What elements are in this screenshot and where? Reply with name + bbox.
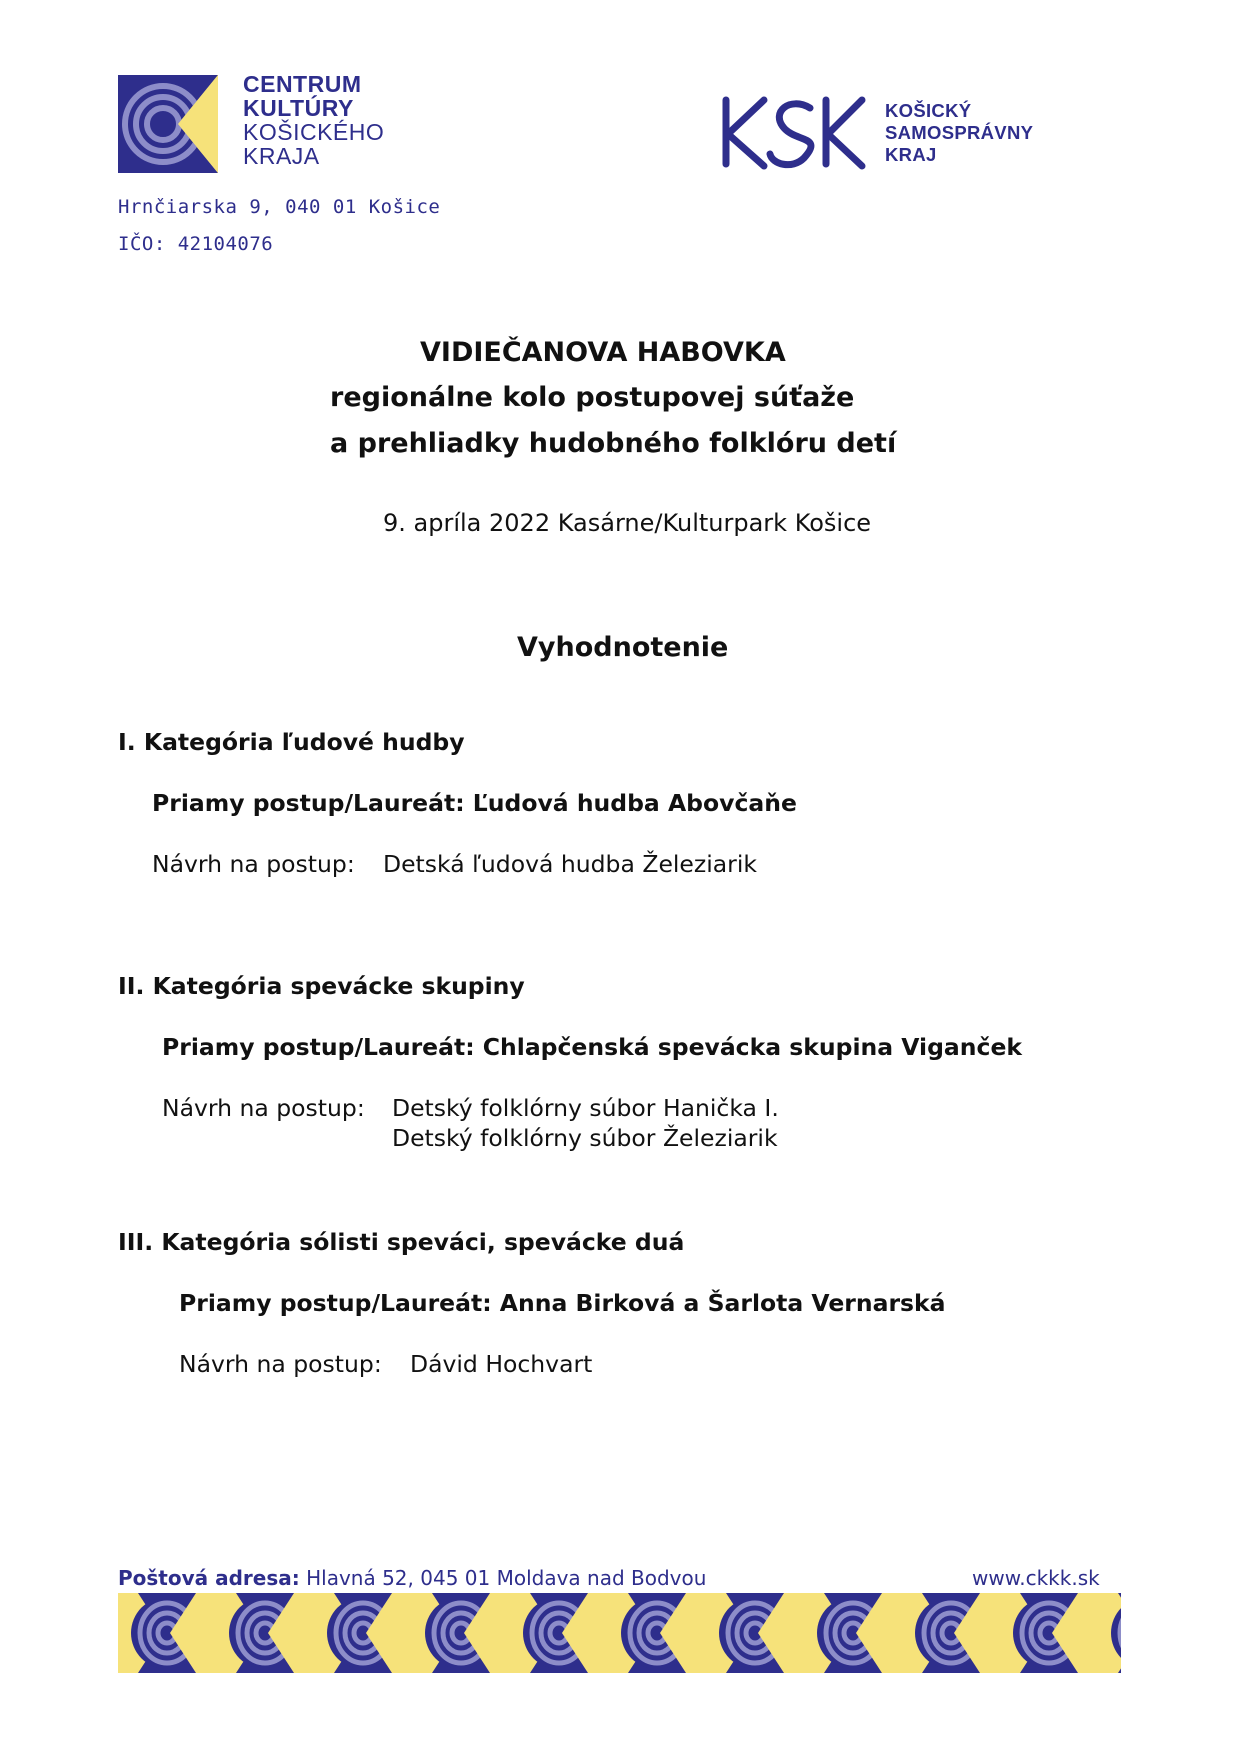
category-heading: II. Kategória spevácke skupiny	[118, 972, 525, 1000]
proposal-item: Detská ľudová hudba Železiarik	[383, 850, 757, 878]
category-laureate: Priamy postup/Laureát: Chlapčenská spevácka skupina Viganček	[162, 1033, 1023, 1061]
proposal-label: Návrh na postup:	[179, 1350, 382, 1378]
postal-address-line	[118, 1566, 706, 1590]
proposal-item: Detský folklórny súbor Železiarik	[392, 1124, 778, 1152]
ico-number: IČO: 42104076	[118, 233, 274, 255]
ckkk-logo-line: KRAJA	[243, 143, 320, 169]
website-link[interactable]: www.ckkk.sk	[972, 1566, 1100, 1590]
ksk-logo-text	[885, 100, 1033, 166]
ckkk-logo-line: CENTRUM	[243, 71, 362, 97]
proposal-label: Návrh na postup:	[162, 1094, 365, 1122]
document-subtitle-line2: a prehliadky hudobného folklóru detí	[330, 428, 897, 459]
folk-pattern-band	[118, 1593, 1121, 1673]
category-heading: I. Kategória ľudové hudby	[118, 728, 465, 756]
ksk-logo-line: KOŠICKÝ	[885, 100, 972, 121]
postal-address: Hlavná 52, 045 01 Moldava nad Bodvou	[299, 1566, 707, 1590]
proposal-item: Dávid Hochvart	[410, 1350, 593, 1378]
document-subtitle-line1: regionálne kolo postupovej súťaže	[330, 382, 855, 413]
proposal-label: Návrh na postup:	[152, 850, 355, 878]
document-title: VIDIEČANOVA HABOVKA	[420, 337, 786, 368]
ksk-logo-line: KRAJ	[885, 144, 937, 165]
proposal-item: Detský folklórny súbor Hanička I.	[392, 1094, 779, 1122]
ksk-logo-line: SAMOSPRÁVNY	[885, 122, 1034, 143]
ckkk-logo-line: KULTÚRY	[243, 95, 354, 121]
event-date-place: 9. apríla 2022 Kasárne/Kulturpark Košice	[383, 509, 872, 537]
ckkk-logo-icon	[118, 75, 218, 173]
postal-label: Poštová adresa:	[118, 1566, 300, 1590]
address: Hrnčiarska 9, 040 01 Košice	[118, 196, 441, 218]
ksk-logo-icon	[720, 92, 868, 172]
ckkk-logo-line: KOŠICKÉHO	[243, 119, 385, 145]
ckkk-logo-text	[243, 72, 384, 168]
category-laureate: Priamy postup/Laureát: Ľudová hudba Abovčaňe	[152, 789, 797, 817]
category-heading: III. Kategória sólisti speváci, spevácke duá	[118, 1228, 685, 1256]
category-laureate: Priamy postup/Laureát: Anna Birková a Šarlota Vernarská	[179, 1289, 946, 1317]
evaluation-heading: Vyhodnotenie	[517, 632, 729, 663]
